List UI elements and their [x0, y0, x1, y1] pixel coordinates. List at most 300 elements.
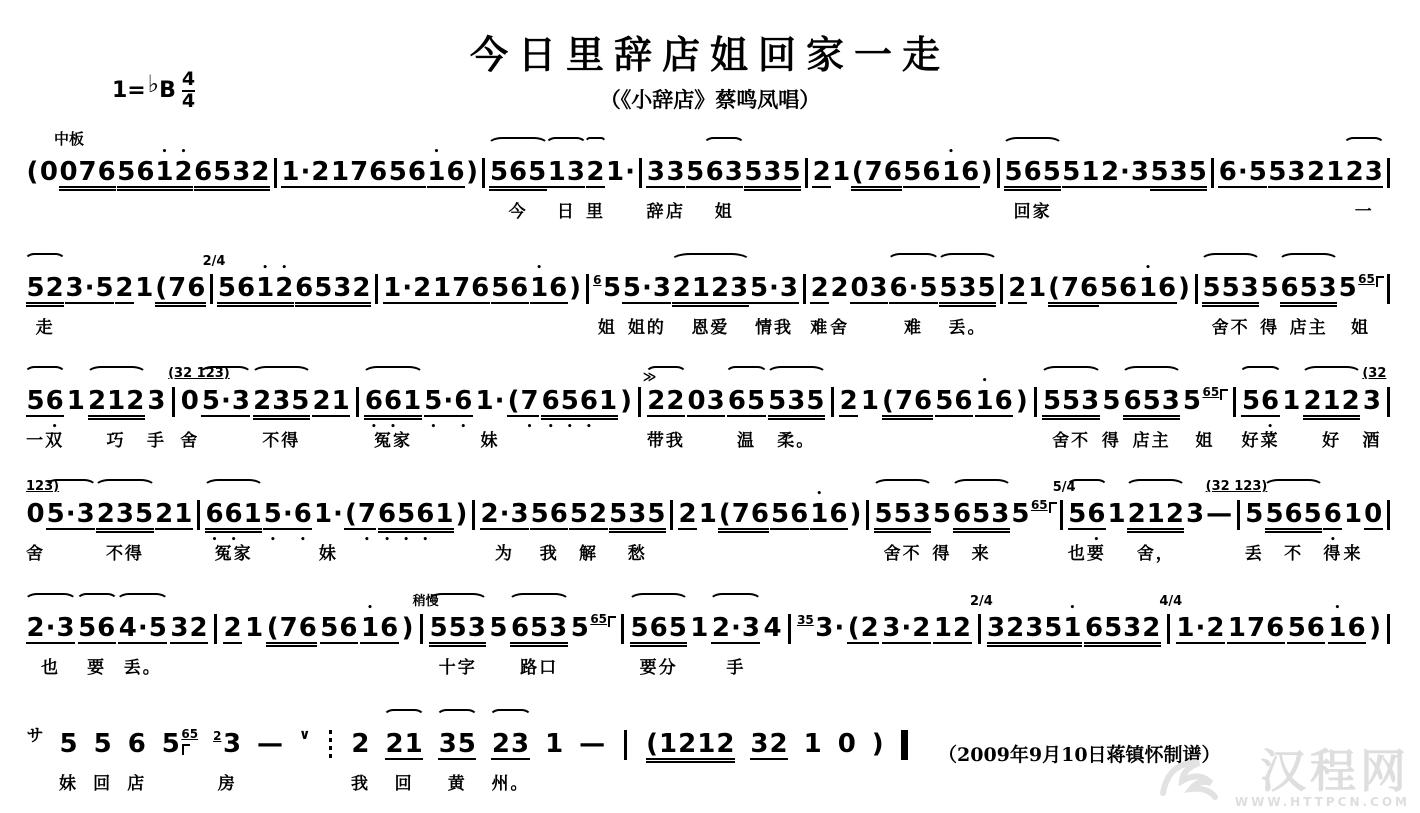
cell-annotations [953, 476, 1010, 498]
lyric-text: 来 [971, 544, 991, 564]
cell-body [59, 728, 78, 766]
note-char: 3 [741, 613, 760, 643]
note-text [646, 158, 665, 188]
cell-body [847, 612, 879, 650]
cell-annotations [26, 250, 64, 272]
cell-body [797, 612, 845, 650]
note-text [687, 387, 725, 417]
note-char: 3 [438, 729, 457, 759]
cell-body [1084, 612, 1160, 650]
cell-annotations [622, 250, 671, 272]
note-cell [96, 476, 153, 563]
note-char: 6 • [1087, 500, 1106, 528]
cell-annotations [530, 476, 568, 498]
cell-annotations [849, 476, 862, 498]
note-char: 5 [939, 273, 958, 303]
note-text [871, 730, 884, 758]
cell-body [489, 156, 546, 194]
note-char: 6 [194, 157, 213, 187]
lyric-text: 黄 [447, 774, 467, 794]
note-char: · [769, 273, 779, 303]
cell-annotations [1004, 134, 1061, 156]
lyric-text [704, 539, 712, 563]
note-cell [59, 134, 116, 221]
cell-annotations [507, 363, 539, 385]
note-text [980, 158, 993, 186]
lyric-text [176, 769, 184, 793]
cell-body [1177, 272, 1190, 310]
note-cell [850, 250, 888, 337]
lyric-text [140, 313, 148, 337]
lyric-text [740, 539, 748, 563]
cell-annotations [1384, 250, 1394, 272]
note-char: 3 [566, 157, 585, 187]
barline [197, 500, 200, 530]
note-char: 2 [96, 499, 115, 529]
note-char: 6 [471, 273, 490, 303]
note-cell [26, 590, 75, 677]
note-char: ( [155, 273, 168, 303]
cell-annotations [313, 476, 343, 498]
note-char: 1 [933, 613, 952, 643]
note-char: 3 [1318, 273, 1337, 303]
cell-body [201, 385, 250, 423]
cell-body [639, 156, 642, 194]
note-char: 3 [1362, 386, 1381, 416]
note-text [96, 500, 153, 530]
note-char: 1 [698, 499, 717, 529]
note-char: 5 • [397, 500, 416, 528]
note-char: 3 [1364, 157, 1383, 187]
note-cell [438, 706, 476, 793]
music-line-1 [26, 134, 1394, 220]
cell-body [638, 385, 641, 423]
cell-body [1099, 272, 1137, 310]
note-char: 5 [489, 157, 509, 187]
note-cell [810, 476, 848, 563]
note-cell [1338, 250, 1383, 337]
notation-annotation: 123) [26, 479, 60, 494]
note-text [1176, 614, 1225, 644]
note-char: 2 [480, 499, 499, 529]
note-text [475, 387, 505, 415]
lyric-text [195, 539, 203, 563]
cell-body [727, 385, 765, 423]
cell-body [1123, 385, 1180, 423]
note-text [1028, 274, 1047, 302]
note-char: 5 [93, 729, 112, 759]
note-cell [530, 476, 568, 563]
lyric-text [480, 197, 488, 221]
free-meter-symbol [26, 728, 44, 745]
note-char: • 2 [275, 274, 294, 302]
cell-annotations [1177, 250, 1190, 272]
note-text [609, 500, 666, 530]
note-char: ) [849, 499, 862, 529]
note-cell [59, 706, 78, 793]
note-char: 6 [407, 157, 426, 187]
lyric-text: 舍不 [1211, 318, 1250, 338]
cell-annotations [582, 250, 592, 272]
note-text [295, 274, 371, 304]
note-cell [312, 363, 350, 450]
note-char: 6 [97, 613, 116, 643]
note-text [127, 730, 146, 758]
lyric-text [809, 769, 817, 793]
note-text [1100, 158, 1149, 188]
cell-body [39, 156, 58, 194]
cell-body [510, 612, 567, 650]
cell-annotations [618, 590, 628, 612]
cell-annotations [646, 706, 735, 728]
lyric-text [1230, 426, 1238, 450]
note-char: 6 [1347, 613, 1366, 643]
cell-annotations [344, 476, 376, 498]
lyric-text [1175, 197, 1183, 221]
cell-annotations [489, 134, 546, 156]
note-cell [770, 476, 808, 563]
lyric-text [1385, 539, 1393, 563]
bar-cell [412, 590, 439, 677]
note-text [1343, 500, 1362, 528]
note-cell [874, 476, 931, 563]
note-cell [161, 706, 198, 793]
note-char: 2 [710, 273, 730, 303]
note-char: 1 [1326, 157, 1345, 187]
slur-arc [1239, 366, 1281, 383]
note-char: 3 [1123, 613, 1142, 643]
note-cell [933, 590, 971, 677]
note-text [882, 387, 933, 417]
cell-annotations [491, 706, 529, 728]
cell-body [812, 156, 831, 194]
note-char: 6 • [541, 387, 560, 415]
bar-cell [1234, 476, 1244, 563]
note-char: 5 [1241, 386, 1261, 416]
cell-annotations [1362, 363, 1387, 385]
note-char: 1 [313, 499, 333, 529]
note-text [1042, 387, 1099, 417]
lyric-text: 恩爱 [691, 318, 730, 338]
note-text [1303, 387, 1360, 417]
note-char: 6 [549, 499, 568, 529]
note-cell [1084, 590, 1160, 677]
lyric-text [1209, 197, 1217, 221]
note-char: 6 [953, 499, 972, 529]
note-char: 2 [253, 386, 272, 416]
note-char: • 1 [975, 387, 994, 415]
note-text [39, 158, 58, 186]
note-text [1306, 158, 1344, 188]
cell-body [1387, 385, 1390, 423]
cell-annotations [899, 706, 909, 728]
note-char: 3 [869, 273, 888, 303]
note-char: · [45, 613, 56, 643]
cell-body [1100, 156, 1149, 194]
lyric-text [589, 653, 597, 677]
lyric-text [1018, 426, 1026, 450]
cell-body [1102, 385, 1121, 423]
lyric-text [864, 539, 872, 563]
note-char: 5 [489, 613, 508, 643]
note-char: 3 [1161, 386, 1180, 416]
lyric-text: 柔。 [777, 431, 816, 451]
note-char: 6 [994, 386, 1013, 416]
cell-body [672, 272, 748, 310]
slur-arc [545, 137, 587, 154]
cell-body [1206, 498, 1233, 536]
note-char: 5 [1150, 157, 1169, 187]
lyric-text: 店 [666, 202, 686, 222]
notation-annotation: (32 [1362, 366, 1387, 381]
note-cell [690, 590, 709, 677]
slur-arc [951, 479, 1012, 496]
note-cell [170, 590, 208, 677]
lyric-text [786, 653, 794, 677]
cell-body [88, 385, 145, 423]
lyric-text: 冤家 [374, 431, 413, 451]
note-char: 5 [1299, 273, 1318, 303]
note-cell [1138, 250, 1176, 337]
lyric-text [786, 539, 794, 563]
note-char: 1 [66, 386, 85, 416]
note-char: 3 [652, 273, 671, 303]
lyric-text [170, 539, 178, 563]
barline [1387, 500, 1390, 530]
note-cell [26, 706, 44, 793]
bar-cell [618, 590, 628, 677]
note-char: · [84, 273, 95, 303]
note-cell [768, 363, 825, 450]
lyric-text [403, 197, 411, 221]
note-text [455, 500, 468, 528]
cell-annotations [803, 706, 822, 728]
lyric-text [818, 197, 826, 221]
cell-body [480, 498, 529, 536]
cell-annotations [987, 590, 1082, 612]
note-cell [194, 134, 270, 221]
note-char: 7 [279, 613, 298, 643]
note-cell [941, 134, 979, 221]
music-line-4 [26, 476, 1394, 562]
slur-arc [199, 366, 252, 383]
note-cell [155, 476, 193, 563]
cell-annotations [1280, 250, 1337, 272]
note-char: 5 [1068, 499, 1087, 529]
note-char: 3 [65, 273, 84, 303]
lyric-text [284, 539, 292, 563]
cell-annotations [882, 590, 931, 612]
note-text [849, 500, 862, 528]
cell-annotations [39, 134, 58, 156]
cell-body [609, 498, 666, 536]
note-text [26, 274, 64, 304]
cell-body [78, 612, 116, 650]
note-cell [147, 363, 166, 450]
cell-annotations [1306, 134, 1344, 156]
note-char: 6 [961, 157, 980, 187]
note-char: 5 [1142, 386, 1161, 416]
cell-body [266, 612, 317, 650]
lyric-text [1302, 653, 1310, 677]
cell-annotations [147, 363, 166, 385]
note-char: 3 [991, 499, 1010, 529]
note-text [66, 387, 85, 415]
lyric-text: 回家 [1013, 202, 1052, 222]
slur-arc [203, 479, 264, 496]
cell-body [860, 385, 879, 423]
cell-body [1260, 272, 1279, 310]
note-cell [569, 476, 607, 563]
cell-annotations [1241, 363, 1279, 385]
note-char: 3 [1025, 613, 1044, 643]
lyric-text: 舍 [830, 318, 850, 338]
note-cell [849, 476, 862, 563]
note-char: 6 [1284, 499, 1303, 529]
cell-body [980, 156, 993, 194]
note-text [1123, 387, 1180, 417]
note-text [201, 387, 250, 417]
note-char: 2 [155, 499, 174, 529]
bar-cell [1384, 590, 1394, 677]
note-text [941, 158, 979, 188]
note-char: • 1 [1063, 614, 1082, 642]
lyric-text [866, 426, 874, 450]
note-char: 5 [1062, 157, 1081, 187]
note-char: 7 [168, 273, 187, 303]
note-char: · [1120, 157, 1130, 187]
cell-annotations [1068, 476, 1106, 498]
cell-body [750, 728, 788, 766]
note-char: 1 [1227, 613, 1247, 643]
notation-annotation: (32 123) [168, 366, 230, 381]
note-text [1268, 158, 1306, 188]
note-char: 3 [912, 499, 931, 529]
cell-annotations [1042, 363, 1099, 385]
cell-body [530, 272, 568, 310]
note-text [383, 274, 432, 304]
bar-cell [211, 590, 221, 677]
cell-annotations [749, 250, 798, 272]
lyric-text [702, 426, 710, 450]
note-cell [507, 363, 539, 450]
note-text [839, 387, 858, 417]
cell-body [96, 498, 153, 536]
note-cell [609, 476, 666, 563]
note-text [727, 387, 765, 417]
cell-body [299, 728, 311, 766]
bar-cell [469, 476, 479, 563]
note-char: 5 [457, 729, 476, 759]
bar-cell [802, 134, 812, 221]
lyric-text [1385, 653, 1393, 677]
note-char: 3 [987, 613, 1006, 643]
note-char: 3 [56, 613, 75, 643]
lyric-text [990, 426, 998, 450]
cell-annotations [263, 476, 312, 498]
cell-annotations [65, 250, 114, 272]
cell-annotations [211, 590, 221, 612]
note-text [1202, 274, 1259, 304]
cell-body [1176, 612, 1225, 650]
cell-annotations [871, 706, 884, 728]
slur-arc [887, 253, 940, 270]
note-cell [180, 363, 199, 450]
cell-body [832, 156, 851, 194]
note-cell [455, 476, 468, 563]
cell-annotations [1011, 476, 1056, 498]
cell-body [1241, 385, 1279, 423]
note-char: 1 [435, 499, 454, 529]
note-char: 5 [770, 499, 790, 529]
note-cell [620, 363, 633, 450]
lyric-text [229, 653, 237, 677]
note-cell [860, 363, 879, 450]
note-text [939, 274, 996, 304]
lyric-text [45, 197, 53, 221]
cell-body [466, 156, 479, 194]
note-char: 3 [1240, 273, 1259, 303]
cell-body [593, 272, 621, 310]
note-char: 1 [697, 729, 716, 759]
note-char: 3 [232, 157, 251, 187]
cell-body [1042, 385, 1099, 423]
cell-body [621, 612, 624, 650]
meter-denominator: 4 [181, 89, 196, 112]
note-char: 5 [1287, 613, 1306, 643]
lyric-text: 不得 [105, 544, 144, 564]
cell-annotations [569, 250, 582, 272]
note-text [26, 387, 64, 417]
note-char: 3 [1081, 386, 1100, 416]
lyric-text [865, 313, 873, 337]
lyric-text [950, 426, 958, 450]
cell-body [155, 272, 206, 310]
bar-cell [970, 590, 993, 677]
note-cell [510, 590, 567, 677]
note-char: ) [980, 157, 993, 187]
note-char: 1 [331, 386, 350, 416]
note-text [1062, 158, 1100, 188]
note-cell [281, 134, 330, 221]
cell-body [586, 156, 605, 194]
cell-body [1387, 498, 1390, 536]
lyric-text [1031, 426, 1039, 450]
note-char: — [579, 729, 606, 759]
cell-body [263, 498, 312, 536]
note-char: 6 [649, 613, 668, 643]
lyric-text: 好 [1322, 431, 1342, 451]
lyric-text [1164, 653, 1172, 677]
note-char: 4 [763, 613, 782, 643]
note-char: 2 [1006, 613, 1025, 643]
music-line-6 [26, 706, 884, 794]
note-char: 5 [668, 613, 687, 643]
note-text [388, 158, 426, 188]
note-text [698, 500, 717, 528]
lyric-text [545, 313, 553, 337]
note-text [222, 730, 241, 758]
cell-body [401, 612, 414, 650]
note-cell [939, 250, 996, 337]
note-text [770, 500, 808, 530]
lyric-text [418, 653, 426, 677]
note-cell [93, 706, 112, 793]
cell-annotations [1102, 363, 1121, 385]
lyric-text [457, 539, 465, 563]
note-text [570, 614, 589, 642]
cell-annotations [605, 134, 635, 156]
